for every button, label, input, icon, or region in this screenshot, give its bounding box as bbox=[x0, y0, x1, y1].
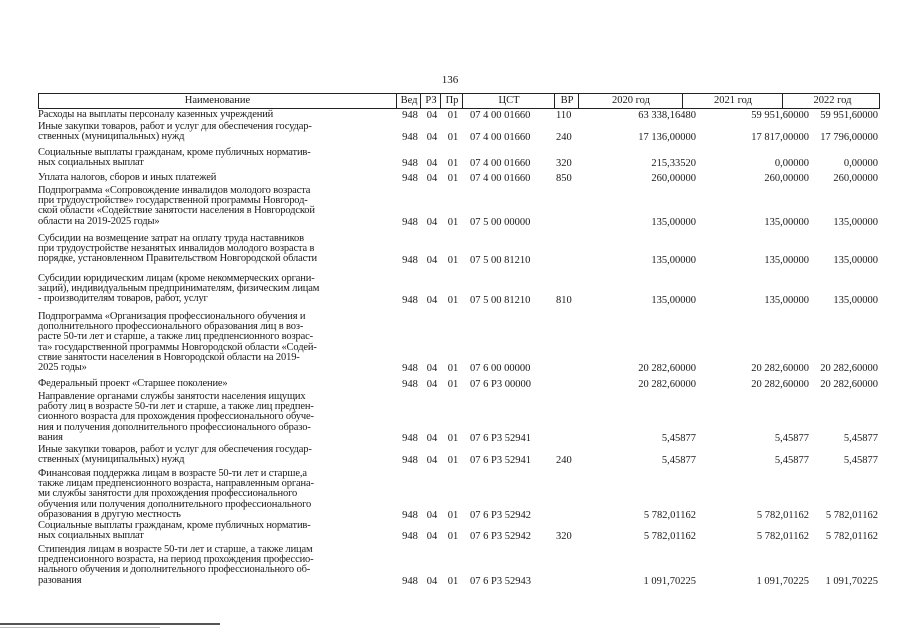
row-name-line: предпенсионного возраста, на период прохождения профессио- bbox=[38, 554, 314, 566]
cell-rz: 04 bbox=[426, 132, 438, 144]
cell-cst: 07 6 P3 52941 bbox=[470, 455, 531, 467]
row-name-line: та» государственной программы Новгородской области «Содей- bbox=[38, 341, 317, 353]
page-number: 136 bbox=[441, 74, 459, 86]
cell-ved: 948 bbox=[402, 132, 418, 144]
cell-ved: 948 bbox=[402, 173, 418, 185]
row-name-line: Подпрограмма «Организация профессионального обучения и bbox=[38, 311, 306, 322]
cell-cst: 07 5 00 81210 bbox=[470, 254, 531, 266]
cell-y1: 5 782,01162 bbox=[643, 531, 696, 543]
row-name-line: ствие занятости населения в Новгородской области на 2019- bbox=[38, 351, 300, 363]
cell-pr: 01 bbox=[447, 379, 459, 391]
cell-y1: 135,00000 bbox=[651, 294, 696, 306]
cell-cst: 07 6 00 00000 bbox=[470, 363, 531, 375]
header-cst: ЦСТ bbox=[462, 94, 555, 108]
row-name-line: дополнительного профессионального образования лиц в воз- bbox=[38, 321, 304, 333]
cell-cst: 07 6 P3 52943 bbox=[470, 575, 531, 587]
cell-cst: 07 6 P3 52942 bbox=[470, 510, 531, 521]
cell-y2: 1 091,70225 bbox=[756, 575, 809, 587]
cell-y2: 20 282,60000 bbox=[751, 363, 809, 375]
row-name-line: ственных (муниципальных) нужд bbox=[38, 454, 185, 466]
cell-y2: 260,00000 bbox=[764, 173, 809, 185]
cell-rz: 04 bbox=[426, 173, 438, 185]
row-name-line: ния и получения дополнительного профессионального образо- bbox=[38, 421, 311, 433]
cell-y3: 20 282,60000 bbox=[820, 379, 878, 391]
cell-y1: 5,45877 bbox=[661, 455, 696, 467]
table-row bbox=[38, 469, 880, 522]
row-name-line: Финансовая поддержка лицам в возрасте 50-ти лет и старше,а bbox=[38, 468, 307, 479]
cell-ved: 948 bbox=[402, 455, 418, 467]
cell-y1: 63 338,16480 bbox=[638, 110, 696, 122]
cell-y1: 1 091,70225 bbox=[643, 575, 696, 587]
cell-y2: 135,00000 bbox=[764, 216, 809, 228]
row-name-line: - производителям товаров, работ, услуг bbox=[38, 293, 208, 305]
cell-cst: 07 4 00 01660 bbox=[470, 173, 531, 185]
budget-table bbox=[38, 93, 880, 587]
cell-y1: 260,00000 bbox=[651, 173, 696, 185]
row-name-line: обучения или получения дополнительного профессионального bbox=[38, 498, 312, 510]
header-rz: РЗ bbox=[420, 94, 441, 108]
row-name-line: области на 2019-2025 годы» bbox=[38, 215, 160, 227]
cell-y1: 215,33520 bbox=[651, 158, 696, 170]
cell-ved: 948 bbox=[402, 379, 418, 391]
header-2020: 2020 год bbox=[578, 94, 683, 108]
cell-y3: 20 282,60000 bbox=[820, 363, 878, 375]
row-name-line: разования bbox=[38, 574, 82, 586]
row-name-line: нального обучения и дополнительного профессионального об- bbox=[38, 564, 311, 576]
cell-y2: 20 282,60000 bbox=[751, 379, 809, 391]
cell-ved: 948 bbox=[402, 254, 418, 266]
cell-y2: 5,45877 bbox=[774, 433, 809, 444]
cell-ved: 948 bbox=[402, 531, 418, 543]
header-pr: Пр bbox=[440, 94, 463, 108]
cell-y3: 5,45877 bbox=[843, 433, 878, 444]
cell-pr: 01 bbox=[447, 110, 459, 122]
cell-vr: 810 bbox=[556, 294, 572, 306]
row-name-line: Федеральный проект «Старшее поколение» bbox=[38, 378, 228, 389]
cell-y1: 5,45877 bbox=[661, 433, 696, 444]
cell-vr: 240 bbox=[556, 132, 572, 144]
cell-pr: 01 bbox=[447, 575, 459, 587]
row-name-line: Иные закупки товаров, работ и услуг для обеспечения государ- bbox=[38, 121, 312, 132]
cell-y3: 260,00000 bbox=[833, 173, 878, 185]
cell-pr: 01 bbox=[447, 455, 459, 467]
cell-vr: 240 bbox=[556, 455, 572, 467]
cell-ved: 948 bbox=[402, 433, 418, 444]
cell-rz: 04 bbox=[426, 158, 438, 170]
cell-rz: 04 bbox=[426, 363, 438, 375]
cell-rz: 04 bbox=[426, 531, 438, 543]
row-name-line: порядке, установленном Правительством Новгородской области bbox=[38, 253, 318, 265]
cell-rz: 04 bbox=[426, 455, 438, 467]
cell-ved: 948 bbox=[402, 294, 418, 306]
row-name-line: ми службы занятости для прохождения профессионального bbox=[38, 488, 298, 500]
row-name-line: расте 50-ти лет и старше, а также лиц предпенсионного возрас- bbox=[38, 331, 313, 343]
row-name-line: Социальные выплаты гражданам, кроме публичных норматив- bbox=[38, 520, 311, 531]
header-ved: Вед bbox=[396, 94, 421, 108]
cell-y3: 0,00000 bbox=[843, 158, 878, 170]
header-2021: 2021 год bbox=[682, 94, 783, 108]
cell-rz: 04 bbox=[426, 294, 438, 306]
header-name: Наименование bbox=[184, 95, 251, 106]
row-name-line: работу лиц в возрасте 50-ти лет и старше, а также лиц предпен- bbox=[38, 401, 314, 413]
cell-vr: 110 bbox=[556, 110, 572, 122]
cell-rz: 04 bbox=[426, 254, 438, 266]
cell-y3: 135,00000 bbox=[833, 294, 878, 306]
table-row bbox=[38, 312, 880, 375]
row-name-line: при трудоустройстве незанятых инвалидов молодого возраста в bbox=[38, 243, 315, 255]
cell-ved: 948 bbox=[402, 158, 418, 170]
row-name-line: Субсидии юридическим лицам (кроме некоммерческих органи- bbox=[38, 273, 315, 284]
cell-y2: 0,00000 bbox=[774, 158, 809, 170]
cell-y2: 135,00000 bbox=[764, 254, 809, 266]
header-2022: 2022 год bbox=[782, 94, 882, 108]
table-row bbox=[38, 122, 880, 144]
cell-y1: 135,00000 bbox=[651, 254, 696, 266]
cell-cst: 07 4 00 01660 bbox=[470, 132, 531, 144]
row-name-line: ных социальных выплат bbox=[38, 530, 144, 542]
table-row bbox=[38, 274, 880, 307]
cell-rz: 04 bbox=[426, 433, 438, 444]
cell-y2: 59 951,60000 bbox=[751, 110, 809, 122]
cell-cst: 07 6 P3 00000 bbox=[470, 379, 531, 391]
cell-y3: 5,45877 bbox=[843, 455, 878, 467]
row-name-line: Расходы на выплаты персоналу казенных учреждений bbox=[38, 109, 274, 120]
cell-cst: 07 6 P3 52942 bbox=[470, 531, 531, 543]
table-row bbox=[38, 392, 880, 445]
row-name-line: Субсидии на возмещение затрат на оплату труда наставников bbox=[38, 233, 304, 244]
cell-pr: 01 bbox=[447, 254, 459, 266]
table-header bbox=[38, 93, 880, 109]
row-name-line: заций), индивидуальным предпринимателям, физическим лицам bbox=[38, 283, 320, 295]
cell-pr: 01 bbox=[447, 531, 459, 543]
cell-cst: 07 4 00 01660 bbox=[470, 110, 531, 122]
header-vr: ВР bbox=[554, 94, 579, 108]
cell-vr: 320 bbox=[556, 158, 572, 170]
table-row bbox=[38, 186, 880, 229]
cell-y2: 5 782,01162 bbox=[756, 531, 809, 543]
cell-y1: 5 782,01162 bbox=[643, 510, 696, 521]
cell-pr: 01 bbox=[447, 510, 459, 521]
cell-rz: 04 bbox=[426, 379, 438, 391]
table-row bbox=[38, 234, 880, 267]
cell-cst: 07 4 00 01660 bbox=[470, 158, 531, 170]
cell-y3: 17 796,00000 bbox=[820, 132, 878, 144]
row-name-line: вания bbox=[38, 431, 63, 443]
cell-cst: 07 6 P3 52941 bbox=[470, 433, 531, 444]
cell-y1: 135,00000 bbox=[651, 216, 696, 228]
footer-rule bbox=[0, 623, 220, 625]
cell-pr: 01 bbox=[447, 216, 459, 228]
cell-vr: 850 bbox=[556, 173, 572, 185]
cell-rz: 04 bbox=[426, 110, 438, 122]
cell-y2: 135,00000 bbox=[764, 294, 809, 306]
cell-pr: 01 bbox=[447, 363, 459, 375]
row-name-line: Социальные выплаты гражданам, кроме публичных норматив- bbox=[38, 147, 311, 158]
cell-y3: 135,00000 bbox=[833, 254, 878, 266]
cell-y2: 5,45877 bbox=[774, 455, 809, 467]
cell-pr: 01 bbox=[447, 132, 459, 144]
row-name-line: образования в другую местность bbox=[38, 508, 181, 520]
table-row bbox=[38, 521, 880, 543]
cell-rz: 04 bbox=[426, 575, 438, 587]
row-name-line: при трудоустройстве» государственной программы Новгород- bbox=[38, 195, 308, 207]
cell-y1: 17 136,00000 bbox=[638, 132, 696, 144]
row-name-line: ственных (муниципальных) нужд bbox=[38, 131, 185, 143]
cell-y1: 20 282,60000 bbox=[638, 363, 696, 375]
cell-ved: 948 bbox=[402, 110, 418, 122]
cell-y3: 135,00000 bbox=[833, 216, 878, 228]
row-name-line: сионного возраста для прохождения профессионального обуче- bbox=[38, 411, 314, 423]
table-row bbox=[38, 379, 880, 391]
cell-ved: 948 bbox=[402, 575, 418, 587]
table-row bbox=[38, 545, 880, 588]
cell-y3: 59 951,60000 bbox=[820, 110, 878, 122]
cell-y3: 5 782,01162 bbox=[825, 531, 878, 543]
cell-pr: 01 bbox=[447, 294, 459, 306]
row-name-line: также лицам предпенсионного возраста, направленным органа- bbox=[38, 478, 314, 490]
cell-ved: 948 bbox=[402, 510, 418, 521]
cell-y2: 5 782,01162 bbox=[756, 510, 809, 521]
row-name-line: Иные закупки товаров, работ и услуг для обеспечения государ- bbox=[38, 444, 312, 455]
cell-cst: 07 5 00 81210 bbox=[470, 294, 531, 306]
table-row bbox=[38, 173, 880, 185]
row-name-line: Направление органами службы занятости населения ищущих bbox=[38, 391, 306, 402]
cell-rz: 04 bbox=[426, 510, 438, 521]
cell-cst: 07 5 00 00000 bbox=[470, 216, 531, 228]
cell-y3: 5 782,01162 bbox=[825, 510, 878, 521]
cell-ved: 948 bbox=[402, 363, 418, 375]
cell-rz: 04 bbox=[426, 216, 438, 228]
cell-pr: 01 bbox=[447, 158, 459, 170]
row-name-line: ных социальных выплат bbox=[38, 157, 144, 169]
table-row bbox=[38, 445, 880, 467]
cell-y2: 17 817,00000 bbox=[751, 132, 809, 144]
cell-ved: 948 bbox=[402, 216, 418, 228]
cell-vr: 320 bbox=[556, 531, 572, 543]
cell-y3: 1 091,70225 bbox=[825, 575, 878, 587]
row-name-line: ской области «Содействие занятости населения в Новгородской bbox=[38, 205, 315, 217]
row-name-line: Стипендия лицам в возрасте 50-ти лет и старше, а также лицам bbox=[38, 544, 313, 555]
table-row bbox=[38, 148, 880, 170]
row-name-line: 2025 годы» bbox=[38, 362, 87, 374]
row-name-line: Подпрограмма «Сопровождение инвалидов молодого возраста bbox=[38, 185, 311, 196]
cell-pr: 01 bbox=[447, 173, 459, 185]
footer-rule-faint bbox=[0, 627, 160, 628]
cell-pr: 01 bbox=[447, 433, 459, 444]
row-name-line: Уплата налогов, сборов и иных платежей bbox=[38, 172, 217, 183]
cell-y1: 20 282,60000 bbox=[638, 379, 696, 391]
